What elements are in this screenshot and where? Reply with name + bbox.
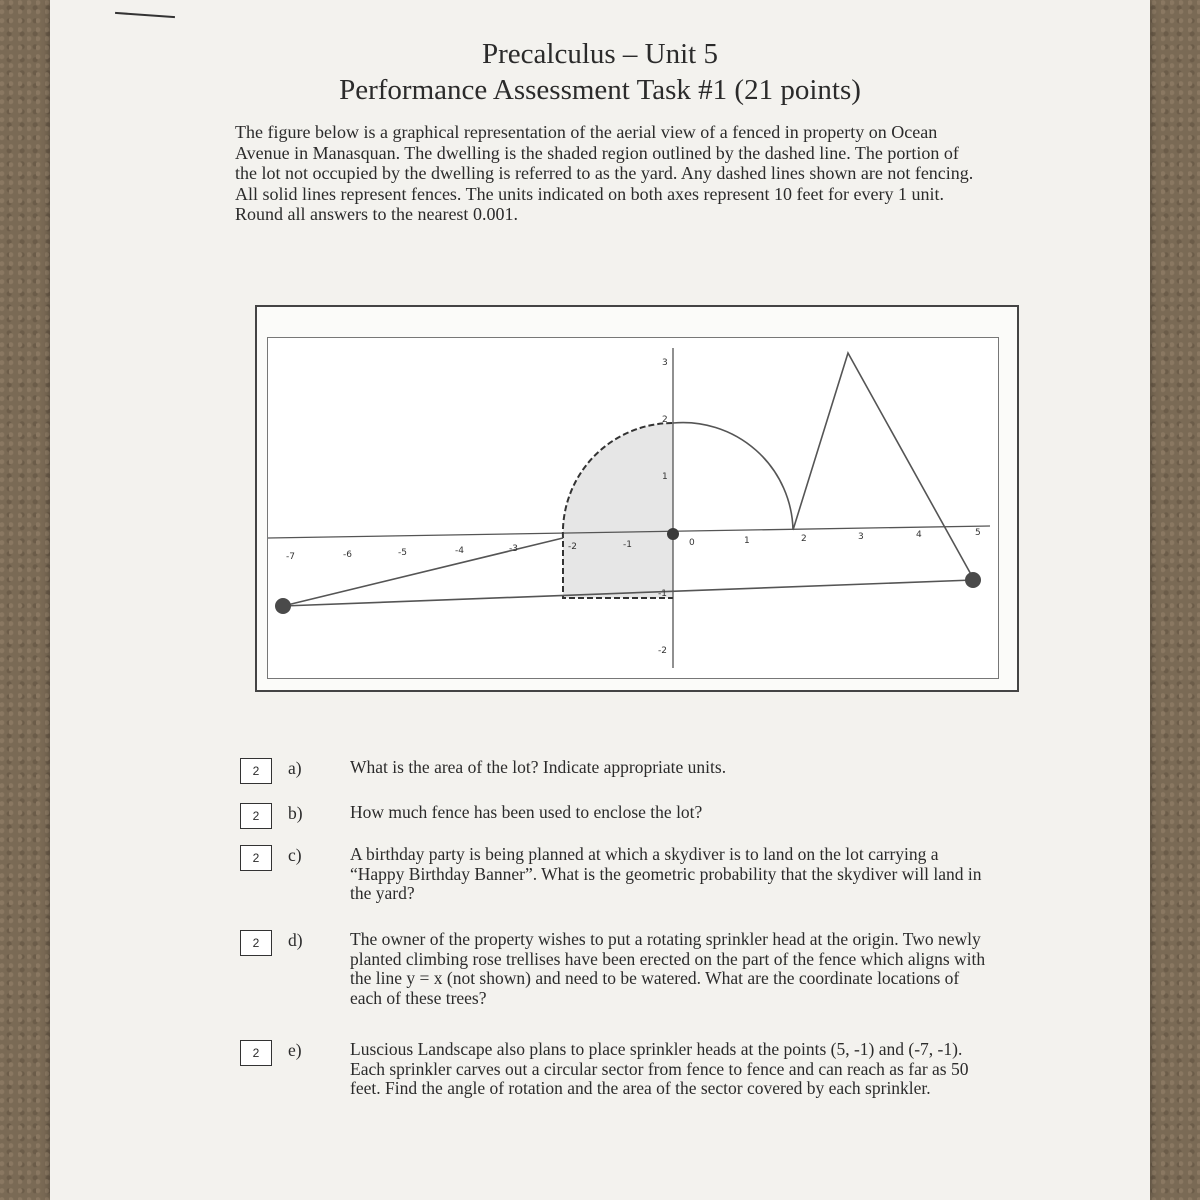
property-figure: [255, 305, 1019, 692]
x-tick: 2: [801, 534, 807, 544]
x-tick: -7: [286, 552, 295, 562]
graph-area: [267, 337, 999, 679]
fence-semicircle: [673, 423, 793, 530]
question-letter: b): [288, 803, 303, 823]
question-text: How much fence has been used to enclose the lot?: [350, 802, 703, 822]
y-tick: 3: [662, 358, 668, 368]
x-tick: -4: [455, 546, 464, 556]
fence-diagonal: [283, 538, 563, 606]
question-letter: e): [288, 1040, 302, 1060]
x-tick: -6: [343, 550, 352, 560]
x-tick: 3: [858, 532, 864, 542]
x-tick: 4: [916, 530, 922, 540]
question-d: [240, 930, 1000, 1020]
x-tick: -1: [623, 540, 632, 550]
question-e: [240, 1040, 1000, 1130]
pen-mark: [115, 12, 175, 18]
points-box[interactable]: 2: [240, 845, 272, 871]
question-letter: c): [288, 845, 302, 865]
points-box[interactable]: 2: [240, 758, 272, 784]
question-text: The owner of the property wishes to put a rotating sprinkler head at the origin. Two newly planted climbing rose trellises have been erected on the part of the fence which aligns with the line y = x (not shown) and need to be watered. What are the coordinate locations of each of these trees?: [350, 929, 986, 1008]
x-tick: -3: [509, 544, 518, 554]
question-c: [240, 845, 1000, 935]
dwelling-region: [563, 423, 673, 598]
page-title: Precalculus – Unit 5: [482, 38, 718, 70]
fence-triangle: [793, 353, 973, 578]
x-tick: -2: [568, 542, 577, 552]
intro-paragraph: The figure below is a graphical representation of the aerial view of a fenced in property on Ocean Avenue in Manasquan. The dwelling is the shaded region outlined by the dashed line. The portion of the lot not occupied by the dwelling is referred to as the yard. Any dashed lines shown are not fencing. All solid lines represent fences. The units indicated on both axes represent 10 feet for every 1 unit. Round all answers to the nearest 0.001.: [235, 122, 974, 224]
page-subtitle: Performance Assessment Task #1 (21 points): [339, 74, 861, 106]
x-tick: 1: [744, 536, 750, 546]
y-tick: 2: [662, 415, 668, 425]
origin-point: [667, 528, 679, 540]
question-letter: a): [288, 758, 302, 778]
points-box[interactable]: 2: [240, 930, 272, 956]
point-right: [965, 572, 981, 588]
question-text: A birthday party is being planned at which a skydiver is to land on the lot carrying a “Happy Birthday Banner”. What is the geometric probability that the skydiver will land in the yard?: [350, 844, 982, 903]
worksheet-page: [50, 0, 1150, 1200]
question-text: What is the area of the lot? Indicate appropriate units.: [350, 757, 727, 777]
x-tick: 5: [975, 528, 981, 538]
property-graph: [268, 338, 998, 678]
y-tick: -1: [658, 589, 667, 599]
point-left: [275, 598, 291, 614]
question-text: Luscious Landscape also plans to place sprinkler heads at the points (5, -1) and (-7, -1). Each sprinkler carves out a circular sector from fence to fence and can reach as far as 50 feet. Find the angle of rotation and the area of the sector covered by each sprinkler.: [350, 1039, 969, 1098]
x-tick: 0: [689, 538, 695, 548]
y-tick: -2: [658, 646, 667, 656]
question-letter: d): [288, 930, 303, 950]
points-box[interactable]: 2: [240, 1040, 272, 1066]
y-tick: 1: [662, 472, 668, 482]
x-tick: -5: [398, 548, 407, 558]
points-box[interactable]: 2: [240, 803, 272, 829]
